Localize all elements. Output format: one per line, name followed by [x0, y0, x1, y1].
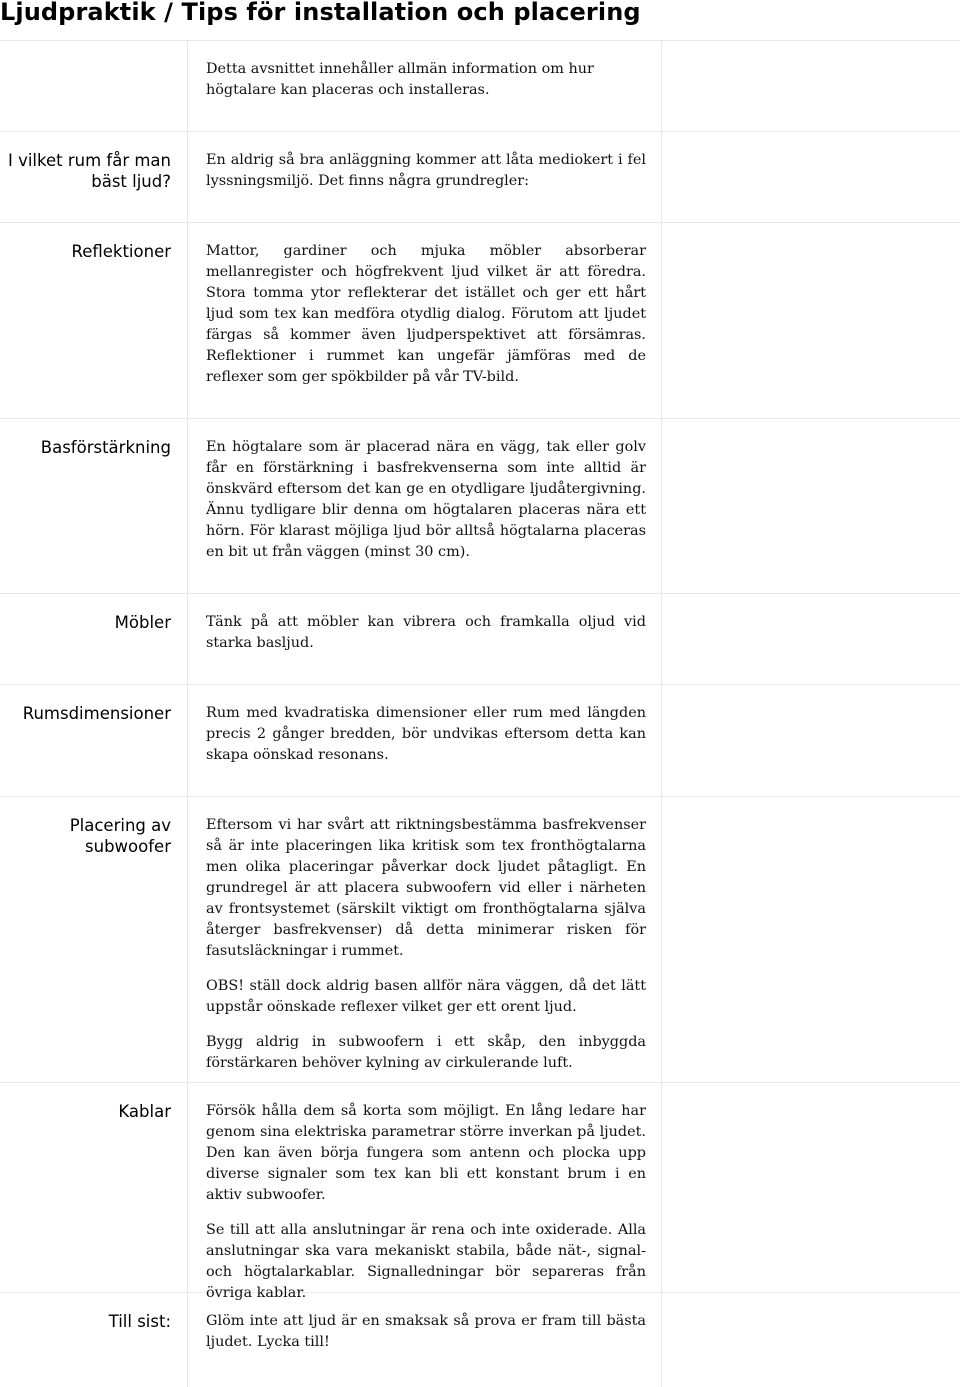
- section-label-till-sist: Till sist:: [108, 1312, 171, 1331]
- page-title: Ljudpraktik / Tips för installation och placering: [0, 0, 641, 26]
- paragraph: OBS! ställ dock aldrig basen allför nära väggen, då det lätt uppstår oönskade reflexer vilket ger ett orent ljud.: [206, 978, 646, 1015]
- section-content-subwoofer: [206, 815, 646, 1074]
- paragraph: Rum med kvadratiska dimensioner eller rum med längden precis 2 gånger bredden, bör undvikas eftersom detta kan skapa oönskad resonans.: [206, 705, 646, 763]
- paragraph: En aldrig så bra anläggning kommer att låta mediokert i fel lyssningsmiljö. Det finns några grundregler:: [206, 152, 646, 189]
- paragraph: Bygg aldrig in subwoofern i ett skåp, den inbyggda förstärkaren behöver kylning av cirkulerande luft.: [206, 1034, 646, 1071]
- paragraph: Eftersom vi har svårt att riktningsbestämma basfrekvenser så är inte placeringen lika kritisk som tex fronthögtalarna men olika placeringar påverkar dock ljudet påtagligt. En grundregel är att placera subwoofern vid eller i närheten av frontsystemet (särskilt viktigt om fronthögtalarna själva återger basfrekvenser) då detta minimerar risken för fasutsläckningar i rummet.: [206, 817, 646, 959]
- divider: [0, 684, 960, 685]
- divider: [0, 1082, 960, 1083]
- paragraph: Försök hålla dem så korta som möjligt. En lång ledare har genom sina elektriska parametrar större inverkan på ljudet. Den kan även börja fungera som antenn och plocka upp diverse signaler som tex kan bli ett konstant brum i en aktiv subwoofer.: [206, 1103, 646, 1203]
- section-label-rumsdimensioner: Rumsdimensioner: [22, 704, 171, 723]
- divider: [187, 40, 188, 1387]
- section-label-rum: I vilket rum får man bäst ljud?: [7, 151, 171, 191]
- section-label-mobler: Möbler: [114, 613, 171, 632]
- divider: [0, 131, 960, 132]
- divider: [0, 418, 960, 419]
- paragraph: Tänk på att möbler kan vibrera och framkalla oljud vid starka basljud.: [206, 614, 646, 651]
- paragraph: En högtalare som är placerad nära en vägg, tak eller golv får en förstärkning i basfrekvenserna som inte alltid är önskvärd eftersom det kan ge en otydligare ljudåtergivning. Ännu tydligare blir denna om högtalaren placeras nära ett hörn. För klarast möjliga ljud bör alltså högtalarna placeras en bit ut från väggen (minst 30 cm).: [206, 439, 646, 560]
- divider: [0, 593, 960, 594]
- divider: [0, 222, 960, 223]
- section-content-basforstarkning: [206, 437, 646, 563]
- divider: [0, 796, 960, 797]
- divider: [661, 40, 662, 1387]
- section-label-kablar: Kablar: [118, 1102, 171, 1121]
- section-content-rum: [206, 150, 646, 192]
- section-content-till-sist: [206, 1311, 646, 1353]
- paragraph: Mattor, gardiner och mjuka möbler absorberar mellanregister och högfrekvent ljud vilket är att föredra. Stora tomma ytor reflekterar det istället och ger ett hårt ljud som tex kan medföra otydlig dialog. Förutom att ljudet färgas så kommer även ljudperspektivet att försämras. Reflektioner i rummet kan ungefär jämföras med de reflexer som ger spökbilder på vår TV-bild.: [206, 243, 646, 385]
- section-content-reflektioner: [206, 241, 646, 388]
- section-label-subwoofer: Placering av subwoofer: [69, 816, 171, 856]
- section-content-kablar: [206, 1101, 646, 1304]
- paragraph: Glöm inte att ljud är en smaksak så prova er fram till bästa ljudet. Lycka till!: [206, 1313, 646, 1350]
- paragraph: Se till att alla anslutningar är rena och inte oxiderade. Alla anslutningar ska vara mekaniskt stabila, både nät-, signal- och högtalarkablar. Signalledningar bör separeras från övriga kablar.: [206, 1222, 646, 1301]
- section-label-basforstarkning: Basförstärkning: [40, 438, 171, 457]
- section-label-reflektioner: Reflektioner: [71, 242, 171, 261]
- intro-text: Detta avsnittet innehåller allmän information om hur högtalare kan placeras och installeras.: [206, 61, 594, 98]
- section-content-mobler: [206, 612, 646, 654]
- section-content-rumsdimensioner: [206, 703, 646, 766]
- divider: [0, 40, 960, 41]
